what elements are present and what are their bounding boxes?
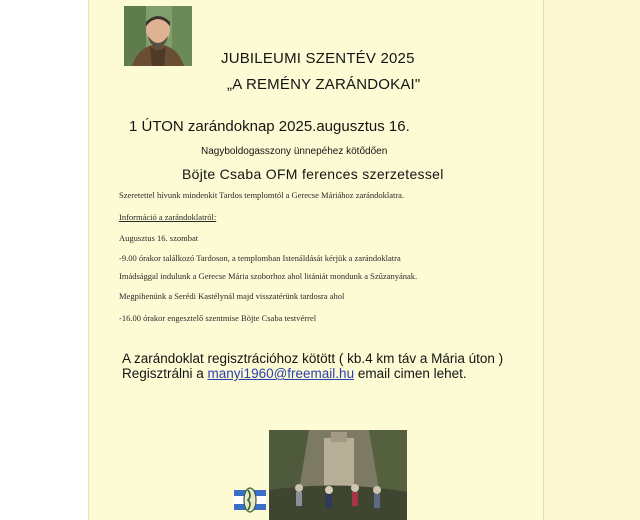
event-leader: Böjte Csaba OFM ferences szerzetessel — [182, 166, 444, 182]
title-line-1: JUBILEUMI SZENTÉV 2025 — [221, 50, 415, 67]
right-margin — [544, 0, 640, 520]
registration-text-before: A zarándoklat regisztrációhoz kötött ( kb.4 km táv a Mária úton ) Regisztrálni a — [122, 351, 504, 381]
registration-email-link[interactable]: manyi1960@freemail.hu — [207, 366, 355, 381]
invite-text: Szeretettel hívunk mindenkit Tardos templomtól a Gerecse Máriához zarándoklatra. — [119, 190, 405, 200]
event-date-line: 1 ÚTON zarándoknap 2025.augusztus 16. — [129, 118, 410, 135]
schedule-step-1: -9.00 órakor találkozó Tardoson, a templomban Istenáldását kérjük a zarándoklatra — [119, 253, 401, 263]
pilgrims-photo-icon — [269, 430, 407, 520]
event-subtitle: Nagyboldogasszony ünnepéhez kötődően — [201, 146, 388, 157]
portrait-photo-icon — [124, 6, 192, 66]
flyer-page — [88, 0, 544, 520]
schedule-step-3: Megpihenünk a Serédi Kastélynál majd visszatérünk tardosra ahol — [119, 291, 345, 301]
pilgrim-path-logo-icon — [234, 482, 266, 518]
title-line-2: „A REMÉNY ZARÁNDOKAI" — [227, 76, 421, 93]
left-margin — [0, 0, 88, 520]
registration-text-after: email cimen lehet. — [354, 366, 467, 381]
schedule-step-2: Imádsággal indulunk a Gerecse Mária szoborhoz ahol litániát mondunk a Szűzanyának. — [119, 271, 418, 281]
event-day: Augusztus 16. szombat — [119, 233, 199, 243]
registration-note — [122, 351, 532, 381]
schedule-step-4: -16.00 órakor engesztelő szentmise Böjte Csaba testvérrel — [119, 313, 317, 323]
info-heading: Információ a zarándoklatról: — [119, 212, 217, 222]
